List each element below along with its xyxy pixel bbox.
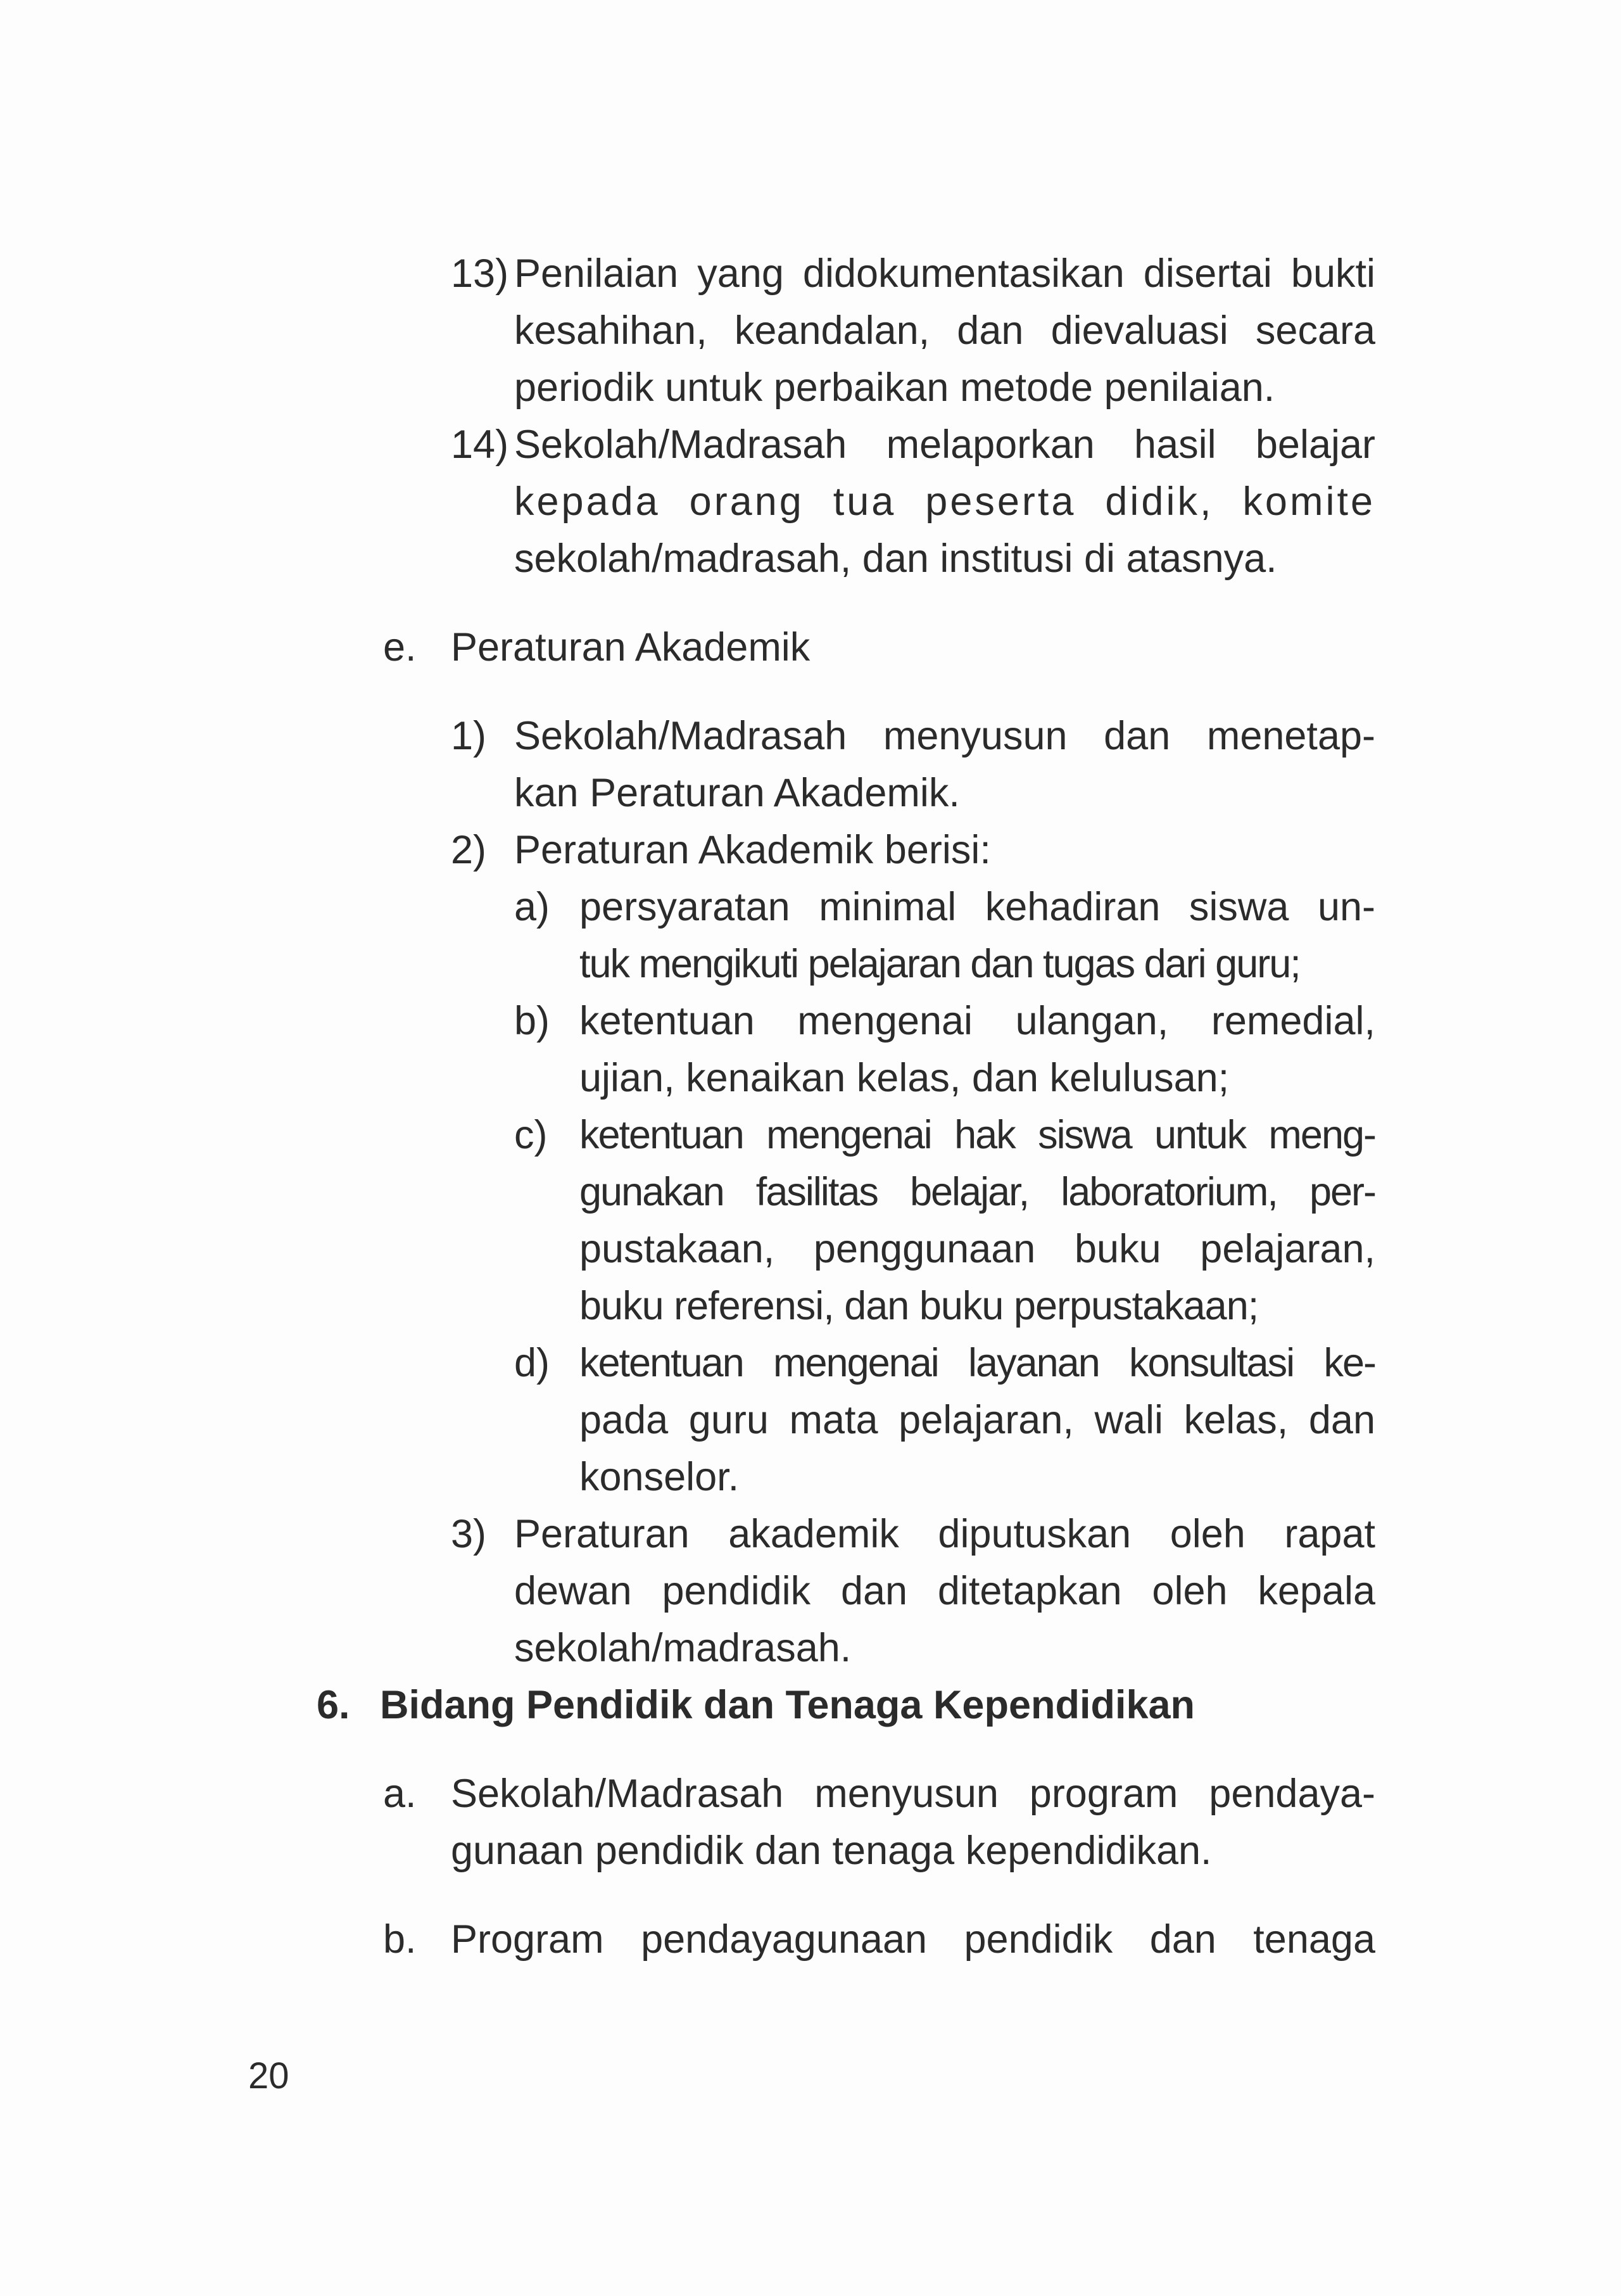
- list-marker-14: 14): [451, 422, 509, 467]
- item-6a-line-1: Sekolah/Madrasah menyusun program pendaya-: [451, 1772, 1375, 1816]
- item-e2-line-1: Peraturan Akademik berisi:: [514, 828, 991, 872]
- item-e2b-line-2: ujian, kenaikan kelas, dan kelulusan;: [579, 1056, 1230, 1100]
- list-marker-e3: 3): [451, 1512, 487, 1556]
- item-e1-line-2: kan Peraturan Akademik.: [514, 771, 960, 815]
- item-e3-line-2: dewan pendidik dan ditetapkan oleh kepala: [514, 1569, 1375, 1613]
- section-6-heading: Bidang Pendidik dan Tenaga Kependidikan: [380, 1683, 1195, 1727]
- item-14-line-2: kepada orang tua peserta didik, komite: [514, 479, 1375, 524]
- item-e2a-line-1: persyaratan minimal kehadiran siswa un-: [579, 885, 1375, 929]
- list-marker-e2d: d): [514, 1341, 550, 1385]
- page-number: 20: [248, 2055, 289, 2096]
- item-13-line-2: kesahihan, keandalan, dan dievaluasi secara: [514, 308, 1375, 353]
- list-marker-e2a: a): [514, 885, 550, 929]
- list-marker-e2: 2): [451, 828, 487, 872]
- item-e2c-line-1: ketentuan mengenai hak siswa untuk meng-: [579, 1113, 1375, 1157]
- list-marker-e2b: b): [514, 999, 550, 1043]
- list-marker-e1: 1): [451, 714, 487, 758]
- list-marker-6b: b.: [383, 1917, 417, 1962]
- item-13-line-3: periodik untuk perbaikan metode penilaian.: [514, 365, 1275, 410]
- list-marker-e2c: c): [514, 1113, 548, 1157]
- list-marker-13: 13): [451, 251, 509, 296]
- item-e3-line-1: Peraturan akademik diputuskan oleh rapat: [514, 1512, 1375, 1556]
- section-6-marker: 6.: [317, 1683, 350, 1727]
- item-e2d-line-1: ketentuan mengenai layanan konsultasi ke-: [579, 1341, 1375, 1385]
- item-e2c-line-4: buku referensi, dan buku perpustakaan;: [579, 1284, 1259, 1328]
- item-e2d-line-2: pada guru mata pelajaran, wali kelas, dan: [579, 1398, 1375, 1442]
- item-6a-line-2: gunaan pendidik dan tenaga kependidikan.: [451, 1829, 1212, 1873]
- item-13-line-1: Penilaian yang didokumentasikan disertai bukti: [514, 251, 1375, 296]
- item-e2a-line-2: tuk mengikuti pelajaran dan tugas dari guru;: [579, 942, 1300, 986]
- item-e2d-line-3: konselor.: [579, 1455, 740, 1499]
- item-6b-line-1: Program pendayagunaan pendidik dan tenaga: [451, 1917, 1375, 1962]
- list-marker-6a: a.: [383, 1772, 417, 1816]
- section-e-heading: Peraturan Akademik: [451, 625, 810, 669]
- item-e1-line-1: Sekolah/Madrasah menyusun dan menetap-: [514, 714, 1375, 758]
- item-e2c-line-3: pustakaan, penggunaan buku pelajaran,: [579, 1227, 1375, 1271]
- item-e2c-line-2: gunakan fasilitas belajar, laboratorium, per-: [579, 1170, 1375, 1214]
- item-14-line-3: sekolah/madrasah, dan institusi di atasnya.: [514, 536, 1277, 581]
- list-marker-e: e.: [383, 625, 417, 669]
- item-14-line-1: Sekolah/Madrasah melaporkan hasil belajar: [514, 422, 1375, 467]
- item-e3-line-3: sekolah/madrasah.: [514, 1626, 852, 1670]
- item-e2b-line-1: ketentuan mengenai ulangan, remedial,: [579, 999, 1375, 1043]
